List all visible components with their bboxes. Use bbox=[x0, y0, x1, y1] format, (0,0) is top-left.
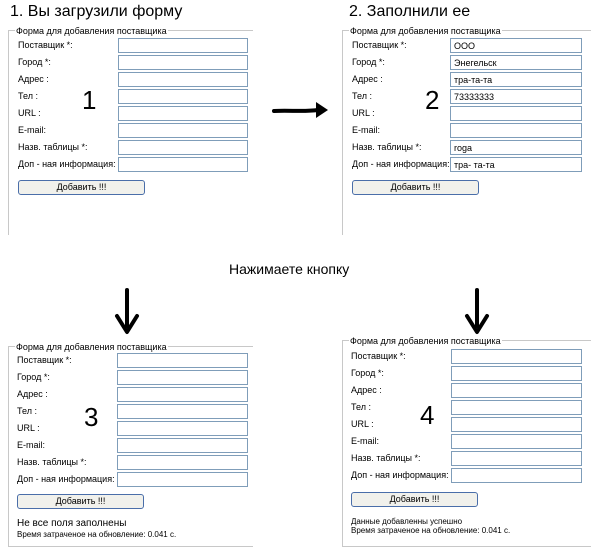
phone-field[interactable] bbox=[117, 404, 248, 419]
label-phone: Тел : bbox=[352, 91, 372, 101]
label-phone: Тел : bbox=[351, 402, 371, 412]
label-address: Адрес : bbox=[352, 74, 383, 84]
city-field[interactable] bbox=[117, 370, 248, 385]
form-panel-4 bbox=[342, 336, 591, 547]
phone-field[interactable] bbox=[118, 89, 248, 104]
form-legend: Форма для добавления поставщика bbox=[16, 342, 167, 352]
arrow-down-icon bbox=[464, 288, 490, 336]
arrow-down-icon bbox=[114, 288, 140, 336]
email-field[interactable] bbox=[450, 123, 582, 138]
update-time: Время затраченое на обновление: 0.041 с. bbox=[351, 526, 511, 535]
step-number: 1 bbox=[82, 85, 97, 115]
step-number: 2 bbox=[425, 85, 440, 115]
label-url: URL : bbox=[17, 423, 40, 433]
label-url: URL : bbox=[18, 108, 41, 118]
arrow-right-icon bbox=[272, 98, 330, 122]
status-message: Не все поля заполнены bbox=[17, 518, 127, 529]
step1-caption: 1. Вы загрузили форму bbox=[10, 3, 183, 20]
label-address: Адрес : bbox=[17, 389, 48, 399]
step-number: 4 bbox=[420, 400, 435, 430]
label-extra-info: Доп - ная информация: bbox=[18, 159, 116, 169]
address-field[interactable] bbox=[117, 387, 248, 402]
label-city: Город *: bbox=[351, 368, 384, 378]
form-legend: Форма для добавления поставщика bbox=[350, 26, 501, 36]
label-table-name: Назв. таблицы *: bbox=[352, 142, 422, 152]
add-button[interactable]: Добавить !!! bbox=[18, 180, 145, 195]
label-supplier: Поставщик *: bbox=[352, 40, 407, 50]
label-phone: Тел : bbox=[18, 91, 38, 101]
table-name-field[interactable] bbox=[450, 140, 582, 155]
url-field[interactable] bbox=[450, 106, 582, 121]
extra-info-field[interactable] bbox=[117, 472, 248, 487]
add-button[interactable]: Добавить !!! bbox=[352, 180, 479, 195]
label-table-name: Назв. таблицы *: bbox=[17, 457, 87, 467]
address-field[interactable] bbox=[450, 72, 582, 87]
address-field[interactable] bbox=[118, 72, 248, 87]
form-panel-1 bbox=[8, 26, 253, 235]
middle-caption: Нажимаете кнопку bbox=[229, 261, 350, 277]
email-field[interactable] bbox=[117, 438, 248, 453]
label-city: Город *: bbox=[18, 57, 51, 67]
label-supplier: Поставщик *: bbox=[18, 40, 73, 50]
url-field[interactable] bbox=[117, 421, 248, 436]
label-extra-info: Доп - ная информация: bbox=[351, 470, 449, 480]
label-city: Город *: bbox=[17, 372, 50, 382]
supplier-field[interactable] bbox=[451, 349, 582, 364]
label-table-name: Назв. таблицы *: bbox=[18, 142, 88, 152]
step-number: 3 bbox=[84, 402, 99, 432]
url-field[interactable] bbox=[118, 106, 248, 121]
label-supplier: Поставщик *: bbox=[351, 351, 406, 361]
email-field[interactable] bbox=[118, 123, 248, 138]
label-city: Город *: bbox=[352, 57, 385, 67]
table-name-field[interactable] bbox=[117, 455, 248, 470]
extra-info-field[interactable] bbox=[450, 157, 582, 172]
label-email: E-mail: bbox=[352, 125, 381, 135]
label-extra-info: Доп - ная информация: bbox=[352, 159, 450, 169]
label-extra-info: Доп - ная информация: bbox=[17, 474, 115, 484]
add-button[interactable]: Добавить !!! bbox=[17, 494, 144, 509]
label-email: E-mail: bbox=[18, 125, 47, 135]
label-url: URL : bbox=[351, 419, 374, 429]
label-address: Адрес : bbox=[351, 385, 382, 395]
form-legend: Форма для добавления поставщика bbox=[16, 26, 167, 36]
label-supplier: Поставщик *: bbox=[17, 355, 72, 365]
url-field[interactable] bbox=[451, 417, 582, 432]
city-field[interactable] bbox=[118, 55, 248, 70]
supplier-field[interactable] bbox=[117, 353, 248, 368]
add-button[interactable]: Добавить !!! bbox=[351, 492, 478, 507]
form-panel-3 bbox=[8, 342, 253, 547]
phone-field[interactable] bbox=[450, 89, 582, 104]
extra-info-field[interactable] bbox=[451, 468, 582, 483]
form-legend: Форма для добавления поставщика bbox=[350, 336, 501, 346]
update-time: Время затраченое на обновление: 0.041 с. bbox=[17, 530, 177, 539]
label-email: E-mail: bbox=[17, 440, 46, 450]
label-url: URL : bbox=[352, 108, 375, 118]
email-field[interactable] bbox=[451, 434, 582, 449]
table-name-field[interactable] bbox=[451, 451, 582, 466]
supplier-field[interactable] bbox=[118, 38, 248, 53]
extra-info-field[interactable] bbox=[118, 157, 248, 172]
table-name-field[interactable] bbox=[118, 140, 248, 155]
phone-field[interactable] bbox=[451, 400, 582, 415]
label-address: Адрес : bbox=[18, 74, 49, 84]
form-panel-2 bbox=[342, 26, 591, 235]
label-email: E-mail: bbox=[351, 436, 380, 446]
city-field[interactable] bbox=[451, 366, 582, 381]
city-field[interactable] bbox=[450, 55, 582, 70]
label-phone: Тел : bbox=[17, 406, 37, 416]
label-table-name: Назв. таблицы *: bbox=[351, 453, 421, 463]
step2-caption: 2. Заполнили ее bbox=[349, 3, 471, 20]
address-field[interactable] bbox=[451, 383, 582, 398]
status-message: Данные добавленны успешно bbox=[351, 517, 463, 526]
supplier-field[interactable] bbox=[450, 38, 582, 53]
